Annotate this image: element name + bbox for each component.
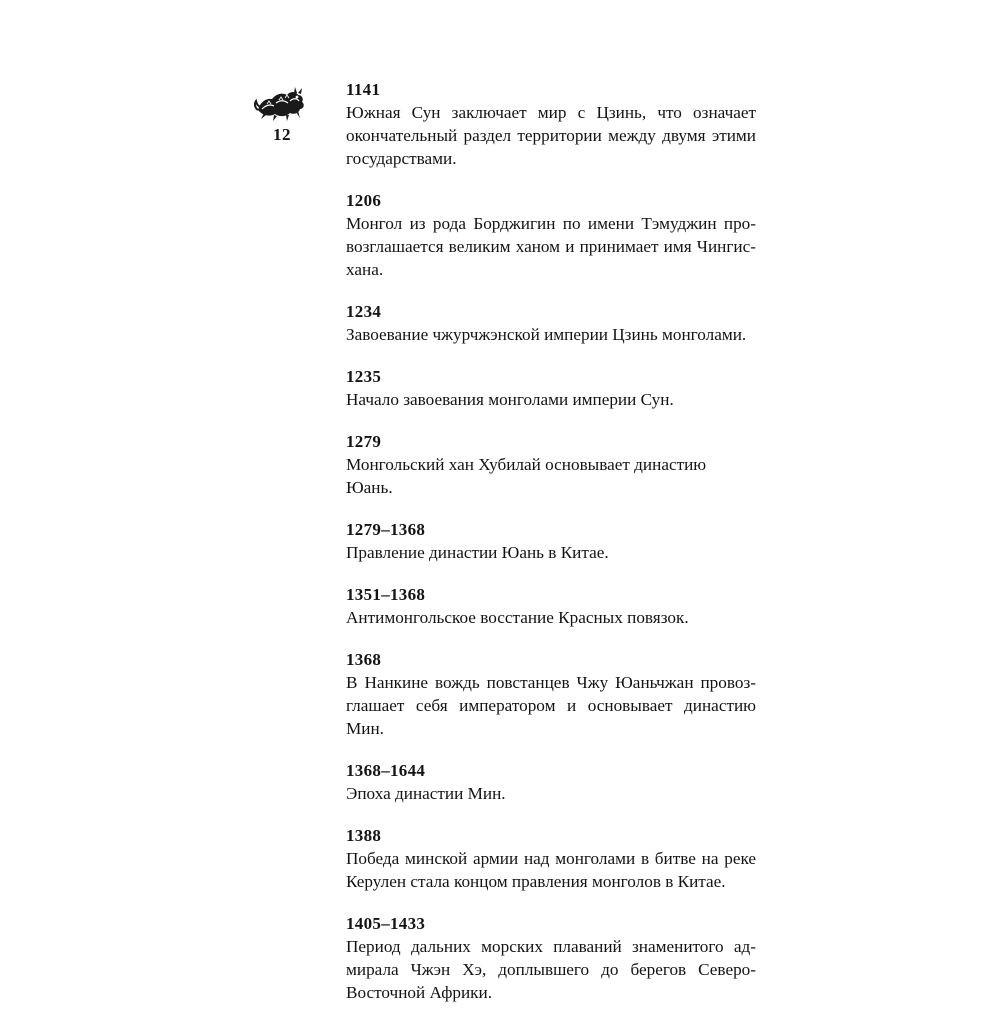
entry-year: 1206 [346,191,382,210]
entry-text: Начало завоевания монголами империи Сун. [346,390,674,409]
entry-year: 1388 [346,826,382,845]
entry-text: Завоевание чжурчжэнской империи Цзинь монголами. [346,325,747,344]
entry-text: Эпоха династии Мин. [346,784,506,803]
page-number: 12 [273,125,291,144]
entry-year: 1235 [346,367,382,386]
entry-text: Монгольский хан Хубилай основывает династию Юань. [346,455,707,497]
entry-text: Период дальних морских плаваний знаменитого адмирала Чжэн Хэ, доплывшего до берегов Северо-Восточной Африки. [346,937,756,1002]
entry-text: Монгол из рода Борджигин по имени Тэмуджин провозглашается великим ханом и принимает имя Чингисхана. [346,214,756,279]
dragon-icon [252,86,308,122]
chronology-entry [346,824,756,893]
chronology-entry [346,518,756,564]
entry-year: 1368 [346,650,382,669]
chronology-entry [346,583,756,629]
chronology-entry [346,648,756,740]
entry-text: Победа минской армии над монголами в битве на реке Керулен стала концом правления монголов в Китае. [346,849,756,891]
chronology-entry [346,189,756,281]
entry-year: 1279 [346,432,382,451]
chronology-entry [346,912,756,1004]
chronology-list [346,78,756,1023]
chronology-entry [346,759,756,805]
entry-text: Антимонгольское восстание Красных повязок. [346,608,689,627]
entry-year: 1368–1644 [346,761,426,780]
entry-year: 1279–1368 [346,520,426,539]
entry-year: 1234 [346,302,382,321]
entry-year: 1351–1368 [346,585,426,604]
chronology-entry [346,430,756,499]
entry-text: Южная Сун заключает мир с Цзинь, что означает окончательный раздел территории между двумя этими государствами. [346,103,756,168]
chronology-entry [346,78,756,170]
chronology-entry [346,300,756,346]
entry-text: Правление династии Юань в Китае. [346,543,609,562]
entry-text: В Нанкине вождь повстанцев Чжу Юаньчжан провозглашает себя императором и основывает династию Мин. [346,673,756,738]
chronology-entry [346,365,756,411]
entry-year: 1141 [346,80,381,99]
entry-year: 1405–1433 [346,914,426,933]
